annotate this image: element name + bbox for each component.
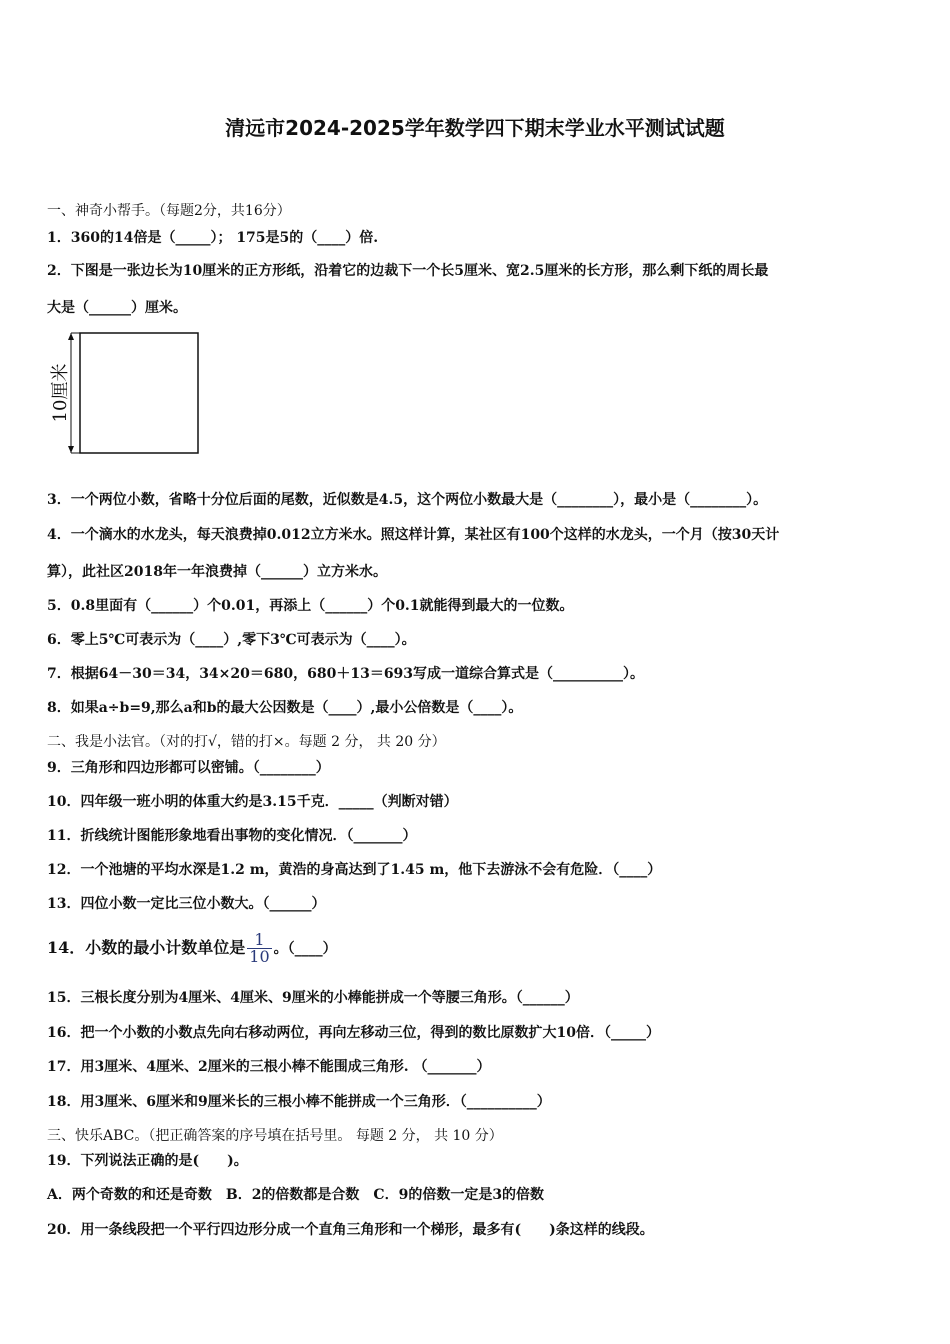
section-3-heading: 三、快乐ABC。（把正确答案的序号填在括号里。 每题 2 分， 共 10 分） [47, 1128, 503, 1144]
question-4-line-2: 算），此社区2018年一年浪费掉（______）立方米水。 [47, 564, 387, 580]
question-17: 17．用3厘米、4厘米、2厘米的三根小棒不能围成三角形. （_______） [47, 1059, 491, 1075]
question-6: 6．零上5℃可表示为（____）,零下3℃可表示为（____）。 [47, 632, 416, 648]
question-2-line-1: 2．下图是一张边长为10厘米的正方形纸，沿着它的边裁下一个长5厘米、宽2.5厘米的长方形，那么剩下纸的周长最 [47, 263, 769, 279]
question-7: 7．根据64－30＝34，34×20＝680，680＋13＝693写成一道综合算式是（__________）。 [47, 666, 645, 682]
side-length-label: 10厘米 [50, 363, 71, 423]
fraction-denominator: 10 [249, 947, 270, 966]
dimension-arrow-bottom [68, 446, 74, 453]
page-title: 清远市2024-2025学年数学四下期末学业水平测试试题 [225, 116, 725, 140]
square-diagram [42, 328, 212, 460]
square-figure [42, 328, 212, 464]
question-13: 13．四位小数一定比三位小数大。（______） [47, 896, 326, 912]
question-10: 10．四年级一班小明的体重大约是3.15千克．_____（判断对错） [47, 794, 458, 810]
fraction-one-tenth [247, 932, 271, 965]
question-12: 12．一个池塘的平均水深是1.2 m，黄浩的身高达到了1.45 m，他下去游泳不会有危险．（____） [47, 862, 662, 878]
question-14 [47, 926, 917, 971]
fraction-numerator: 1 [247, 932, 271, 949]
question-18: 18．用3厘米、6厘米和9厘米长的三根小棒不能拼成一个三角形．（__________） [47, 1094, 551, 1110]
question-19: 19．下列说法正确的是( )。 [47, 1153, 248, 1169]
question-15: 15．三根长度分别为4厘米、4厘米、9厘米的小棒能拼成一个等腰三角形。（______） [47, 990, 579, 1006]
question-5: 5．0.8里面有（______）个0.01，再添上（______）个0.1就能得到最大的一位数。 [47, 598, 574, 614]
question-2-line-2: 大是（______）厘米。 [47, 300, 187, 316]
square-outline [80, 333, 198, 453]
question-20: 20．用一条线段把一个平行四边形分成一个直角三角形和一个梯形，最多有( )条这样的线段。 [47, 1222, 654, 1238]
question-14-prefix: 14．小数的最小计数单位是 [47, 938, 246, 957]
question-3: 3．一个两位小数，省略十分位后面的尾数，近似数是4.5，这个两位小数最大是（________），最小是（________）。 [47, 492, 768, 508]
question-1: 1．360的14倍是（_____）； 175是5的（____）倍. [47, 230, 379, 246]
question-11: 11．折线统计图能形象地看出事物的变化情况．（_______） [47, 828, 417, 844]
section-2-heading: 二、我是小法官。（对的打√，错的打×。每题 2 分， 共 20 分） [47, 734, 446, 750]
question-14-suffix: 。（____） [273, 941, 337, 957]
question-8: 8．如果a÷b=9,那么a和b的最大公因数是（____）,最小公倍数是（____）。 [47, 700, 523, 716]
question-4-line-1: 4．一个滴水的水龙头，每天浪费掉0.012立方米水。照这样计算，某社区有100个这样的水龙头，一个月（按30天计 [47, 527, 780, 543]
section-1-heading: 一、神奇小帮手。（每题2分，共16分） [47, 203, 291, 219]
dimension-arrow-top [68, 333, 74, 340]
question-19-options: A．两个奇数的和还是奇数 B．2的倍数都是合数 C．9的倍数一定是3的倍数 [47, 1187, 545, 1203]
question-16: 16．把一个小数的小数点先向右移动两位，再向左移动三位，得到的数比原数扩大10倍．（_____） [47, 1025, 660, 1041]
question-9: 9．三角形和四边形都可以密铺。（________） [47, 760, 330, 776]
